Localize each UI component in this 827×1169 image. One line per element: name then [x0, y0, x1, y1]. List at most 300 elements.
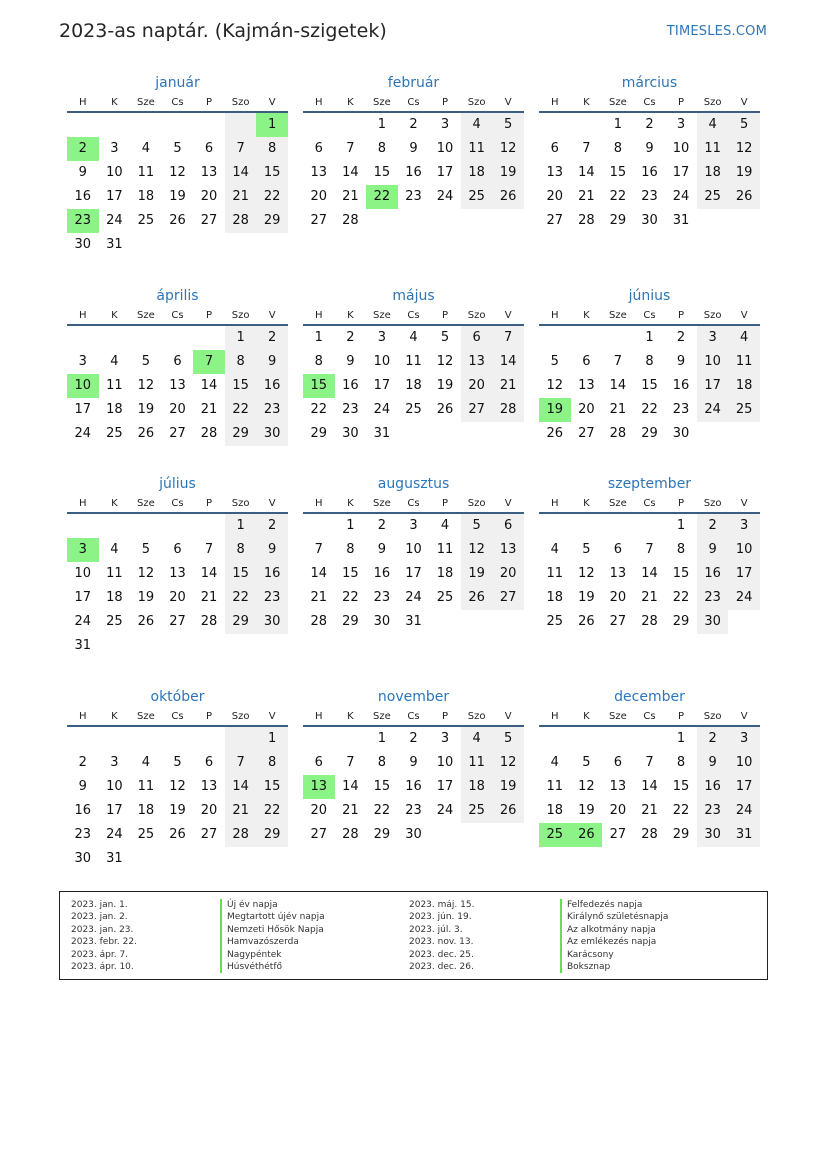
- empty-cell: [634, 514, 666, 538]
- day-cell: 3: [697, 326, 729, 350]
- day-cell: 19: [169, 803, 186, 818]
- month-5: [303, 285, 524, 446]
- empty-cell: [67, 113, 99, 137]
- day-cell: 5: [461, 514, 493, 538]
- day-cell: 14: [200, 378, 218, 393]
- day-cell: 7: [645, 755, 654, 770]
- day-cell: 12: [546, 378, 564, 393]
- empty-cell: [335, 727, 367, 751]
- empty-cell: [162, 326, 194, 350]
- empty-cell: [193, 113, 225, 137]
- weekday-label: P: [678, 310, 685, 321]
- empty-cell: [303, 514, 335, 538]
- day-cell: 4: [141, 141, 151, 156]
- day-cell: 30: [405, 827, 422, 842]
- day-cell: 11: [461, 751, 493, 775]
- weekday-label: P: [678, 97, 685, 108]
- day-cell: 1: [346, 518, 355, 533]
- day-cell: 29: [672, 827, 690, 842]
- weekday-label: H: [315, 310, 323, 321]
- day-cell: 5: [582, 542, 591, 557]
- day-cell: 10: [106, 779, 123, 794]
- weekday-label: P: [206, 498, 213, 509]
- day-cell: 10: [728, 538, 760, 562]
- month-name: február: [387, 75, 440, 91]
- day-cell: 10: [697, 350, 729, 374]
- day-cell: 28: [200, 426, 218, 441]
- day-cell: 4: [440, 518, 450, 533]
- holiday-name: Boksznap: [560, 961, 668, 973]
- day-cell: 11: [697, 137, 729, 161]
- day-cell: 8: [314, 354, 323, 369]
- weekday-label: Cs: [171, 498, 184, 509]
- weekday-label: P: [442, 310, 449, 321]
- day-cell: 14: [342, 779, 359, 794]
- day-cell: 30: [373, 614, 391, 629]
- day-cell: 23: [256, 398, 288, 422]
- day-cell: 6: [613, 542, 623, 557]
- weekday-label: K: [111, 711, 118, 722]
- day-cell: 25: [728, 398, 760, 422]
- day-cell: 20: [169, 402, 186, 417]
- day-cell: 18: [461, 161, 493, 185]
- day-cell: 4: [461, 727, 493, 751]
- weekday-label: V: [740, 711, 748, 722]
- day-cell: 1: [377, 117, 387, 132]
- day-cell: 9: [377, 542, 387, 557]
- month-name: január: [155, 75, 200, 91]
- day-cell: 21: [578, 189, 595, 204]
- weekday-label: Szo: [703, 711, 722, 722]
- weekday-label: H: [551, 310, 559, 321]
- day-cell: 19: [436, 378, 454, 393]
- day-cell: 20: [461, 374, 493, 398]
- day-cell: 11: [546, 566, 564, 581]
- empty-cell: [99, 113, 131, 137]
- day-cell: 2: [256, 514, 288, 538]
- day-cell: 2: [676, 330, 686, 345]
- day-cell: 12: [492, 751, 524, 775]
- month-2: [303, 72, 524, 233]
- day-cell: 3: [67, 538, 99, 562]
- day-cell: 16: [256, 562, 288, 586]
- empty-cell: [99, 326, 131, 350]
- day-cell: 4: [550, 755, 559, 770]
- day-cell: 21: [342, 189, 359, 204]
- day-cell: 27: [609, 827, 627, 842]
- month-name: április: [156, 288, 199, 304]
- day-cell: 24: [74, 614, 92, 629]
- weekday-label: Sze: [373, 498, 391, 509]
- day-cell: 8: [225, 350, 257, 374]
- day-cell: 30: [74, 851, 92, 866]
- day-cell: 5: [440, 330, 450, 345]
- day-cell: 7: [225, 751, 257, 775]
- day-cell: 19: [137, 590, 155, 605]
- weekday-label: H: [79, 711, 87, 722]
- day-cell: 30: [74, 237, 92, 252]
- weekday-header: [67, 94, 288, 113]
- day-cell: 23: [641, 189, 658, 204]
- holiday-name: Az alkotmány napja: [560, 924, 668, 936]
- day-cell: 2: [256, 326, 288, 350]
- day-cell: 29: [609, 213, 627, 228]
- month-name: szeptember: [607, 476, 692, 492]
- holiday-date: 2023. dec. 25.: [409, 949, 474, 960]
- weekday-label: Cs: [171, 97, 184, 108]
- day-cell: 26: [728, 185, 760, 209]
- empty-cell: [193, 326, 225, 350]
- day-cell: 20: [310, 189, 328, 204]
- day-cell: 23: [697, 586, 729, 610]
- day-cell: 11: [137, 779, 155, 794]
- day-cell: 15: [303, 374, 335, 398]
- day-grid: [67, 514, 288, 658]
- day-grid: [303, 113, 524, 233]
- holiday-name: Az emlékezés napja: [560, 936, 668, 948]
- day-cell: 20: [546, 189, 564, 204]
- day-cell: 18: [137, 803, 155, 818]
- day-cell: 27: [609, 614, 627, 629]
- day-cell: 12: [578, 779, 595, 794]
- day-cell: 31: [672, 213, 690, 228]
- empty-cell: [67, 326, 99, 350]
- weekday-label: Cs: [643, 711, 656, 722]
- holiday-name: Karácsony: [560, 949, 668, 961]
- day-cell: 26: [169, 213, 186, 228]
- day-cell: 19: [169, 189, 186, 204]
- month-name: november: [377, 689, 450, 705]
- day-cell: 1: [676, 731, 686, 746]
- day-cell: 19: [728, 161, 760, 185]
- empty-cell: [225, 113, 257, 137]
- holiday-date: 2023. jan. 1.: [71, 900, 128, 910]
- day-cell: 6: [582, 354, 591, 369]
- day-cell: 23: [405, 803, 422, 818]
- day-cell: 19: [137, 402, 155, 417]
- day-cell: 10: [67, 374, 99, 398]
- weekday-label: Cs: [171, 310, 184, 321]
- day-cell: 5: [141, 354, 151, 369]
- holiday-name: Megtartott újév napja: [220, 911, 325, 923]
- day-cell: 23: [373, 590, 391, 605]
- day-cell: 8: [377, 141, 387, 156]
- day-cell: 6: [173, 542, 182, 557]
- day-cell: 24: [106, 213, 123, 228]
- day-cell: 16: [256, 374, 288, 398]
- holiday-date: 2023. jan. 2.: [71, 912, 128, 923]
- weekday-label: P: [206, 97, 213, 108]
- day-cell: 12: [137, 566, 155, 581]
- weekday-label: P: [678, 498, 685, 509]
- day-cell: 22: [256, 799, 288, 823]
- holiday-date: 2023. ápr. 10.: [71, 961, 134, 972]
- day-cell: 6: [492, 514, 524, 538]
- day-cell: 24: [405, 590, 422, 605]
- day-cell: 25: [546, 614, 564, 629]
- day-cell: 30: [697, 610, 729, 634]
- weekday-label: V: [504, 97, 512, 108]
- day-cell: 25: [436, 590, 454, 605]
- weekday-label: V: [268, 97, 276, 108]
- day-cell: 9: [645, 141, 654, 156]
- day-cell: 23: [67, 209, 99, 233]
- day-cell: 21: [200, 402, 218, 417]
- empty-cell: [130, 326, 162, 350]
- empty-cell: [99, 727, 131, 751]
- holiday-names-left: [220, 899, 325, 973]
- day-cell: 13: [492, 538, 524, 562]
- day-cell: 12: [169, 165, 186, 180]
- day-cell: 24: [728, 586, 760, 610]
- day-cell: 27: [461, 398, 493, 422]
- holiday-date: 2023. dec. 26.: [409, 961, 474, 972]
- day-cell: 10: [436, 755, 454, 770]
- day-cell: 27: [546, 213, 564, 228]
- day-cell: 6: [550, 141, 559, 156]
- day-cell: 28: [342, 827, 359, 842]
- day-cell: 16: [641, 165, 658, 180]
- weekday-label: Sze: [609, 711, 627, 722]
- day-cell: 25: [106, 426, 123, 441]
- day-grid: [303, 514, 524, 634]
- day-cell: 6: [461, 326, 493, 350]
- day-cell: 7: [645, 542, 654, 557]
- holiday-name: Húsvéthétfő: [220, 961, 325, 973]
- day-cell: 6: [314, 141, 323, 156]
- holiday-date: 2023. júl. 3.: [409, 924, 463, 935]
- day-cell: 9: [697, 538, 729, 562]
- weekday-header: [539, 495, 760, 514]
- day-cell: 18: [106, 590, 123, 605]
- day-cell: 25: [461, 185, 493, 209]
- empty-cell: [335, 113, 367, 137]
- month-3: [539, 72, 760, 233]
- day-cell: 24: [373, 402, 391, 417]
- day-cell: 13: [169, 378, 186, 393]
- day-cell: 11: [405, 354, 422, 369]
- weekday-label: H: [551, 97, 559, 108]
- day-cell: 29: [225, 422, 257, 446]
- day-cell: 6: [173, 354, 182, 369]
- empty-cell: [539, 727, 571, 751]
- day-cell: 4: [110, 354, 119, 369]
- day-cell: 3: [676, 117, 686, 132]
- weekday-label: H: [315, 711, 323, 722]
- day-cell: 9: [676, 354, 686, 369]
- day-cell: 24: [728, 799, 760, 823]
- weekday-label: K: [583, 711, 590, 722]
- weekday-label: P: [442, 711, 449, 722]
- day-cell: 3: [110, 141, 119, 156]
- day-cell: 9: [256, 538, 288, 562]
- weekday-label: Cs: [643, 97, 656, 108]
- empty-cell: [571, 113, 603, 137]
- day-cell: 17: [106, 803, 123, 818]
- day-cell: 15: [641, 378, 658, 393]
- weekday-label: Cs: [407, 97, 420, 108]
- day-cell: 1: [225, 514, 257, 538]
- day-cell: 22: [366, 185, 398, 209]
- weekday-label: V: [740, 498, 748, 509]
- day-cell: 26: [492, 799, 524, 823]
- day-cell: 13: [609, 779, 627, 794]
- day-cell: 4: [550, 542, 559, 557]
- day-cell: 27: [169, 426, 186, 441]
- weekday-label: H: [551, 498, 559, 509]
- day-cell: 8: [613, 141, 623, 156]
- day-cell: 29: [342, 614, 359, 629]
- day-cell: 4: [461, 113, 493, 137]
- day-cell: 18: [697, 161, 729, 185]
- day-cell: 15: [342, 566, 359, 581]
- holiday-date: 2023. ápr. 7.: [71, 949, 129, 960]
- day-cell: 21: [641, 803, 658, 818]
- day-cell: 10: [74, 566, 92, 581]
- day-cell: 17: [728, 562, 760, 586]
- empty-cell: [130, 727, 162, 751]
- day-cell: 21: [641, 590, 658, 605]
- empty-cell: [193, 727, 225, 751]
- day-cell: 14: [578, 165, 595, 180]
- day-cell: 19: [461, 562, 493, 586]
- holiday-date: 2023. febr. 22.: [71, 937, 137, 948]
- empty-cell: [539, 113, 571, 137]
- day-cell: 25: [106, 614, 123, 629]
- day-cell: 27: [200, 827, 218, 842]
- day-cell: 22: [342, 590, 359, 605]
- day-cell: 22: [373, 803, 391, 818]
- day-cell: 9: [346, 354, 355, 369]
- day-cell: 24: [74, 426, 92, 441]
- weekday-header: [303, 307, 524, 326]
- day-cell: 9: [409, 755, 418, 770]
- weekday-label: Szo: [231, 498, 250, 509]
- day-cell: 20: [169, 590, 186, 605]
- day-cell: 30: [697, 823, 729, 847]
- weekday-header: [303, 708, 524, 727]
- weekday-label: Sze: [137, 97, 155, 108]
- weekday-label: Szo: [703, 498, 722, 509]
- weekday-header: [539, 708, 760, 727]
- day-cell: 24: [436, 803, 454, 818]
- weekday-label: K: [583, 97, 590, 108]
- empty-cell: [571, 326, 603, 350]
- day-cell: 7: [346, 141, 355, 156]
- day-cell: 10: [106, 165, 123, 180]
- weekday-label: Szo: [231, 711, 250, 722]
- day-cell: 20: [609, 590, 627, 605]
- day-cell: 2: [78, 755, 87, 770]
- day-cell: 24: [436, 189, 454, 204]
- weekday-label: Cs: [643, 498, 656, 509]
- day-cell: 2: [377, 518, 387, 533]
- empty-cell: [162, 514, 194, 538]
- day-cell: 9: [409, 141, 418, 156]
- brand-link[interactable]: TIMESLES.COM: [666, 24, 767, 39]
- day-cell: 30: [342, 426, 359, 441]
- empty-cell: [602, 326, 634, 350]
- day-cell: 11: [106, 378, 123, 393]
- day-cell: 12: [492, 137, 524, 161]
- empty-cell: [130, 113, 162, 137]
- day-cell: 13: [169, 566, 186, 581]
- day-cell: 10: [405, 542, 422, 557]
- day-cell: 13: [609, 566, 627, 581]
- empty-cell: [99, 514, 131, 538]
- day-cell: 11: [461, 137, 493, 161]
- weekday-label: Cs: [407, 498, 420, 509]
- weekday-header: [67, 307, 288, 326]
- day-cell: 20: [310, 803, 328, 818]
- day-cell: 30: [641, 213, 658, 228]
- day-cell: 14: [641, 779, 658, 794]
- day-cell: 27: [310, 213, 328, 228]
- weekday-header: [303, 94, 524, 113]
- day-cell: 26: [546, 426, 564, 441]
- day-cell: 20: [200, 803, 218, 818]
- day-cell: 6: [204, 755, 214, 770]
- day-cell: 1: [314, 330, 323, 345]
- day-cell: 8: [645, 354, 654, 369]
- weekday-label: K: [347, 711, 354, 722]
- day-cell: 21: [200, 590, 218, 605]
- weekday-label: Szo: [231, 310, 250, 321]
- day-cell: 28: [578, 213, 595, 228]
- day-cell: 17: [728, 775, 760, 799]
- day-cell: 4: [697, 113, 729, 137]
- holiday-names-right: [560, 899, 668, 973]
- day-cell: 28: [225, 209, 257, 233]
- day-cell: 26: [492, 185, 524, 209]
- month-7: [67, 473, 288, 658]
- weekday-label: H: [315, 97, 323, 108]
- day-cell: 1: [613, 117, 623, 132]
- day-cell: 22: [672, 590, 690, 605]
- day-cell: 28: [310, 614, 328, 629]
- day-cell: 15: [256, 161, 288, 185]
- weekday-label: H: [79, 310, 87, 321]
- holiday-name: Hamvazószerda: [220, 936, 325, 948]
- day-cell: 6: [613, 755, 623, 770]
- day-cell: 5: [492, 113, 524, 137]
- month-name: december: [614, 689, 685, 705]
- day-cell: 27: [310, 827, 328, 842]
- day-cell: 17: [436, 165, 454, 180]
- day-cell: 28: [200, 614, 218, 629]
- day-cell: 3: [377, 330, 387, 345]
- day-cell: 5: [173, 755, 182, 770]
- day-cell: 2: [697, 514, 729, 538]
- empty-cell: [162, 727, 194, 751]
- empty-cell: [162, 113, 194, 137]
- day-cell: 4: [409, 330, 418, 345]
- day-cell: 22: [641, 402, 658, 417]
- month-6: [539, 285, 760, 446]
- day-cell: 29: [641, 426, 658, 441]
- day-cell: 11: [436, 542, 454, 557]
- day-cell: 2: [346, 330, 355, 345]
- day-cell: 19: [492, 775, 524, 799]
- day-cell: 4: [110, 542, 119, 557]
- weekday-label: Szo: [467, 498, 486, 509]
- empty-cell: [571, 514, 603, 538]
- day-cell: 24: [672, 189, 690, 204]
- day-cell: 16: [672, 378, 690, 393]
- month-name: március: [621, 75, 678, 91]
- weekday-label: V: [504, 310, 512, 321]
- day-cell: 17: [697, 374, 729, 398]
